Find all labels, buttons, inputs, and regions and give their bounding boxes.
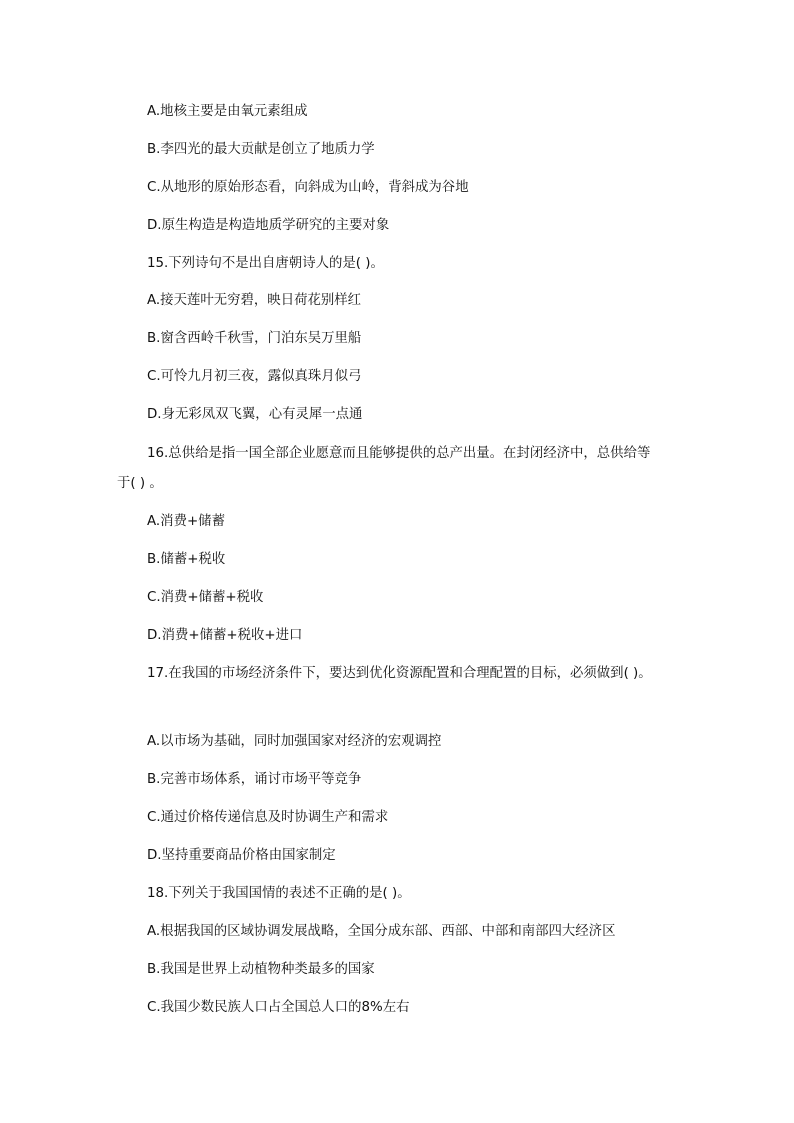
q15-option-a: A.接天莲叶无穷碧，映日荷花别样红 bbox=[147, 293, 362, 308]
q18-stem: 18.下列关于我国国情的表述不正确的是( )。 bbox=[147, 886, 411, 901]
q14-option-d: D.原生构造是构造地质学研究的主要对象 bbox=[147, 218, 390, 233]
q16-option-c: C.消费+储蓄+税收 bbox=[147, 590, 264, 605]
q16-option-d: D.消费+储蓄+税收+进口 bbox=[147, 628, 303, 643]
q14-option-a: A.地核主要是由氧元素组成 bbox=[147, 104, 308, 119]
q18-option-c: C.我国少数民族人口占全国总人口的8%左右 bbox=[147, 1000, 410, 1015]
q16-option-b: B.储蓄+税收 bbox=[147, 552, 226, 567]
q16-stem-line2: 于( ) 。 bbox=[117, 476, 163, 491]
q17-option-a: A.以市场为基础，同时加强国家对经济的宏观调控 bbox=[147, 734, 442, 749]
q17-option-d: D.坚持重要商品价格由国家制定 bbox=[147, 848, 336, 863]
q15-option-d: D.身无彩凤双飞翼，心有灵犀一点通 bbox=[147, 407, 363, 422]
q15-stem: 15.下列诗句不是出自唐朝诗人的是( )。 bbox=[147, 256, 384, 271]
q16-stem-line1: 16.总供给是指一国全部企业愿意而且能够提供的总产出量。在封闭经济中，总供给等 bbox=[147, 446, 651, 461]
q15-option-c: C.可怜九月初三夜，露似真珠月似弓 bbox=[147, 369, 362, 384]
q17-option-c: C.通过价格传递信息及时协调生产和需求 bbox=[147, 810, 389, 825]
q16-option-a: A.消费+储蓄 bbox=[147, 514, 225, 529]
q15-option-b: B.窗含西岭千秋雪，门泊东吴万里船 bbox=[147, 331, 362, 346]
q17-option-b: B.完善市场体系，诵讨市场平等竞争 bbox=[147, 772, 362, 787]
q18-option-a: A.根据我国的区域协调发展战略，全国分成东部、西部、中部和南部四大经济区 bbox=[147, 924, 616, 939]
q14-option-c: C.从地形的原始形态看，向斜成为山岭，背斜成为谷地 bbox=[147, 180, 469, 195]
q14-option-b: B.李四光的最大贡献是创立了地质力学 bbox=[147, 142, 375, 157]
q17-stem: 17.在我国的市场经济条件下，要达到优化资源配置和合理配置的目标，必须做到( )。 bbox=[147, 666, 652, 681]
q18-option-b: B.我国是世界上动植物种类最多的国家 bbox=[147, 962, 375, 977]
